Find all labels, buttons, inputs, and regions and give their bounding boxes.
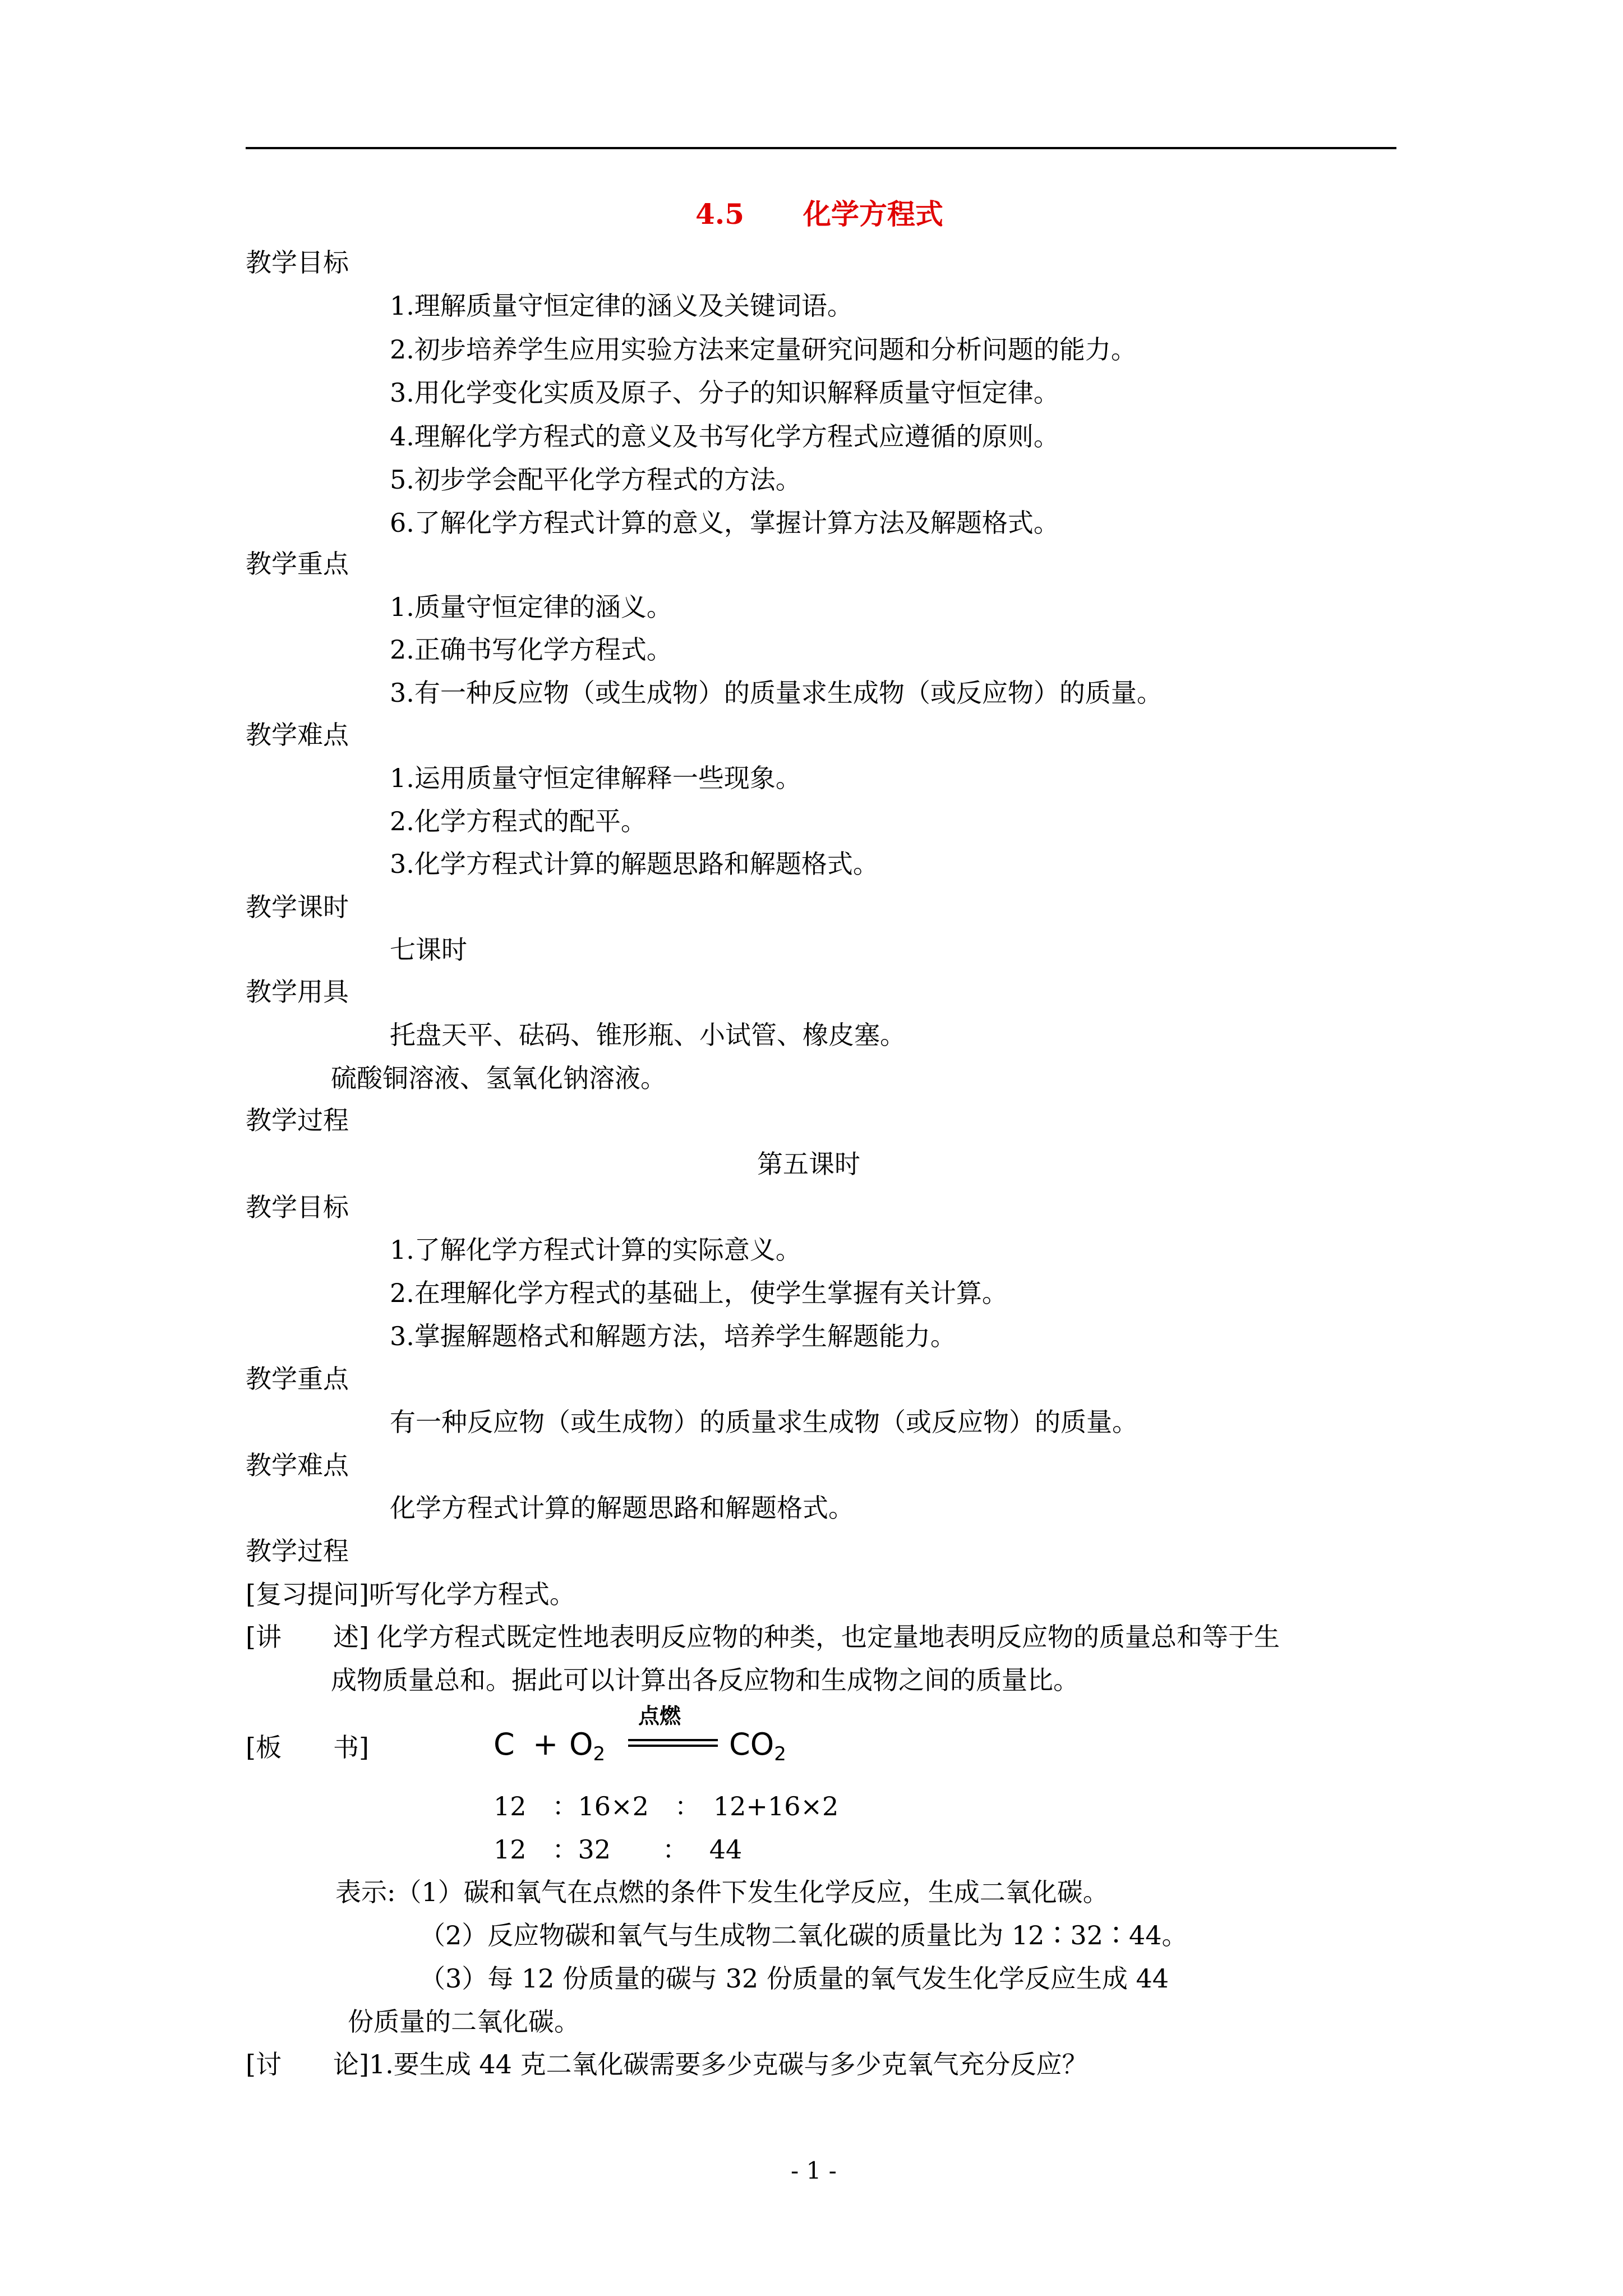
lesson-title: 第五课时 bbox=[757, 1149, 860, 1179]
section-heading: 教学过程 bbox=[246, 1105, 349, 1135]
title-number: 4.5 bbox=[695, 197, 744, 231]
diff-item: 1.运用质量守恒定律解释一些现象。 bbox=[390, 763, 801, 793]
section-heading: 教学目标 bbox=[246, 247, 349, 278]
eq-carbon: C bbox=[494, 1727, 515, 1762]
goal-item: 1.了解化学方程式计算的实际意义。 bbox=[390, 1235, 801, 1265]
tools-line: 硫酸铜溶液、氢氧化钠溶液。 bbox=[331, 1063, 666, 1093]
key-item: 3.有一种反应物（或生成物）的质量求生成物（或反应物）的质量。 bbox=[390, 678, 1163, 708]
header-rule bbox=[246, 147, 1396, 149]
meaning-line: （2）反应物碳和氧气与生成物二氧化碳的质量比为 12∶32∶44。 bbox=[419, 1920, 1188, 1950]
key-item: 2.正确书写化学方程式。 bbox=[390, 634, 672, 665]
goal-item: 2.在理解化学方程式的基础上，使学生掌握有关计算。 bbox=[390, 1278, 1008, 1308]
goal-item: 1.理解质量守恒定律的涵义及关键词语。 bbox=[390, 291, 853, 321]
key-item: 1.质量守恒定律的涵义。 bbox=[390, 592, 672, 622]
section-heading: 教学难点 bbox=[246, 1450, 349, 1480]
ratio-line: 12 ：32 ： 44 bbox=[494, 1834, 743, 1865]
review-line: [复习提问]听写化学方程式。 bbox=[246, 1579, 575, 1609]
meaning-line: 份质量的二氧化碳。 bbox=[348, 2007, 580, 2037]
meaning-line: （3）每 12 份质量的碳与 32 份质量的氧气发生化学反应生成 44 bbox=[419, 1963, 1169, 1994]
meaning-line: 表示:（1）碳和氧气在点燃的条件下发生化学反应，生成二氧化碳。 bbox=[335, 1877, 1109, 1907]
title-name: 化学方程式 bbox=[803, 197, 943, 231]
section-heading: 教学目标 bbox=[246, 1192, 349, 1222]
section-heading: 教学难点 bbox=[246, 720, 349, 750]
goal-item: 6.了解化学方程式计算的意义，掌握计算方法及解题格式。 bbox=[390, 508, 1059, 538]
lecture-text: 成物质量总和。据此可以计算出各反应物和生成物之间的质量比。 bbox=[331, 1665, 1079, 1695]
doc-title bbox=[695, 197, 943, 231]
diff-item: 2.化学方程式的配平。 bbox=[390, 806, 647, 836]
board-tag: [板 书] bbox=[246, 1732, 369, 1763]
eq-arrow-top bbox=[628, 1739, 718, 1741]
goal-item: 3.用化学变化实质及原子、分子的知识解释质量守恒定律。 bbox=[390, 378, 1059, 408]
eq-plus: + bbox=[533, 1727, 559, 1762]
goal-item: 3.掌握解题格式和解题方法，培养学生解题能力。 bbox=[390, 1321, 956, 1351]
lecture-text: 化学方程式既定性地表明反应物的种类，也定量地表明反应物的质量总和等于生 bbox=[377, 1622, 1280, 1652]
eq-arrow-bottom bbox=[628, 1745, 718, 1747]
page-number: - 1 - bbox=[791, 2157, 837, 2184]
section-heading: 教学用具 bbox=[246, 977, 349, 1007]
section-heading: 教学重点 bbox=[246, 549, 349, 579]
discuss-line: [讨 论]1.要生成 44 克二氧化碳需要多少克碳与多少克氧气充分反应？ bbox=[246, 2049, 1088, 2079]
goal-item: 4.理解化学方程式的意义及书写化学方程式应遵循的原则。 bbox=[390, 421, 1059, 452]
key-item: 有一种反应物（或生成物）的质量求生成物（或反应物）的质量。 bbox=[390, 1407, 1138, 1437]
lecture-tag: [讲 述] bbox=[246, 1622, 369, 1652]
diff-item: 化学方程式计算的解题思路和解题格式。 bbox=[390, 1493, 854, 1523]
section-heading: 教学重点 bbox=[246, 1364, 349, 1394]
section-heading: 教学过程 bbox=[246, 1536, 349, 1566]
eq-condition: 点燃 bbox=[638, 1704, 681, 1728]
eq-oxygen: $O_2$ bbox=[569, 1727, 606, 1765]
eq-co2: $CO_2$ bbox=[729, 1727, 786, 1765]
goal-item: 2.初步培养学生应用实验方法来定量研究问题和分析问题的能力。 bbox=[390, 334, 1137, 365]
hours-text: 七课时 bbox=[390, 935, 467, 965]
diff-item: 3.化学方程式计算的解题思路和解题格式。 bbox=[390, 849, 879, 879]
ratio-line: 12 ：16×2 ： 12+16×2 bbox=[494, 1791, 839, 1821]
section-heading: 教学课时 bbox=[246, 892, 349, 922]
tools-line: 托盘天平、砝码、锥形瓶、小试管、橡皮塞。 bbox=[390, 1020, 906, 1050]
goal-item: 5.初步学会配平化学方程式的方法。 bbox=[390, 464, 801, 495]
